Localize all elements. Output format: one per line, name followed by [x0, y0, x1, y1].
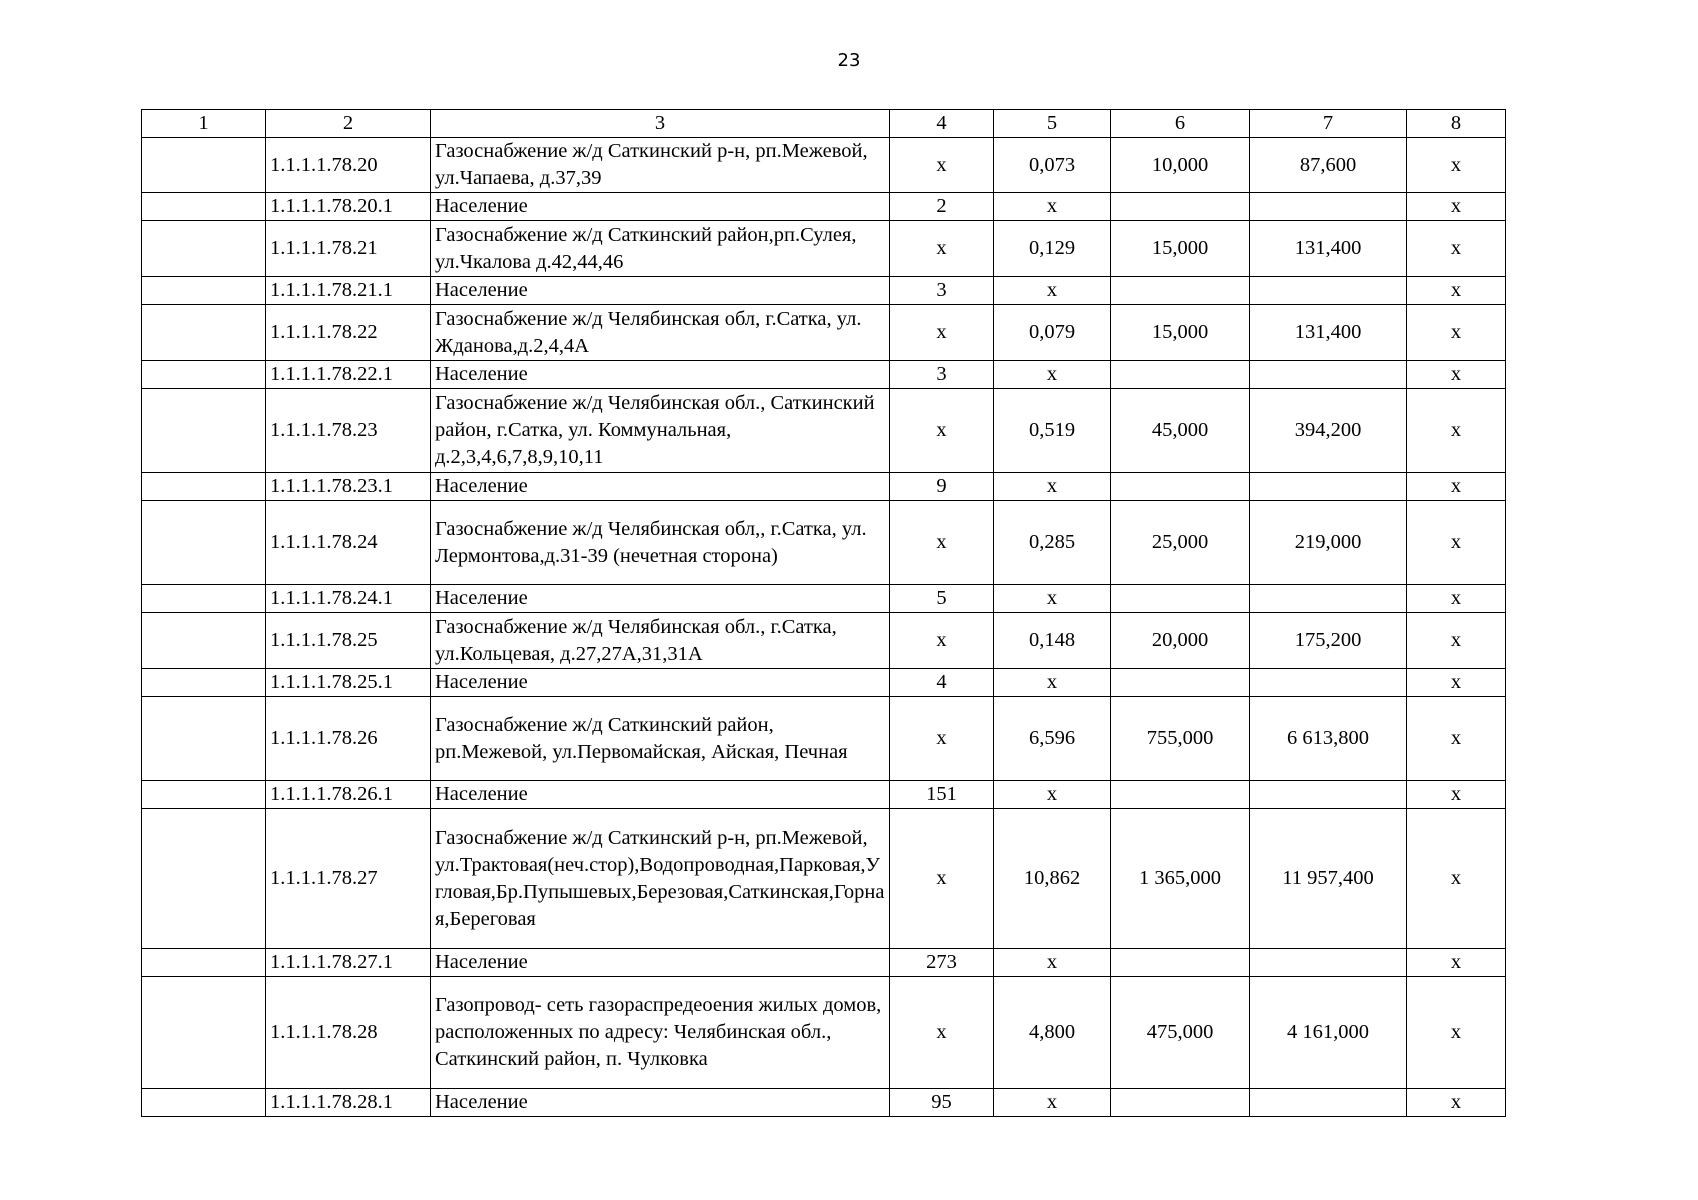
table-cell: 9: [890, 473, 994, 501]
table-cell: 1.1.1.1.78.23.1: [266, 473, 431, 501]
table-cell: 1.1.1.1.78.24.1: [266, 585, 431, 613]
table-row: [142, 389, 1506, 473]
table-cell: 1.1.1.1.78.25: [266, 613, 431, 669]
table-cell: [1250, 193, 1407, 221]
table-cell: [142, 781, 266, 809]
table-cell: 15,000: [1111, 221, 1250, 277]
table-cell: х: [994, 585, 1111, 613]
table-cell: [142, 1089, 266, 1117]
table-cell: х: [890, 697, 994, 781]
table-cell: [142, 193, 266, 221]
table-cell: 0,519: [994, 389, 1111, 473]
table-cell: [142, 389, 266, 473]
table-cell: 131,400: [1250, 221, 1407, 277]
table-cell: х: [1407, 1089, 1506, 1117]
table-cell: 95: [890, 1089, 994, 1117]
table-cell: 6,596: [994, 697, 1111, 781]
table-cell: [1250, 781, 1407, 809]
table-cell: Газоснабжение ж/д Саткинский район,рп.Сулея, ул.Чкалова д.42,44,46: [431, 221, 890, 277]
table-cell: 0,073: [994, 138, 1111, 193]
table-cell: 755,000: [1111, 697, 1250, 781]
table-cell: 4: [890, 669, 994, 697]
table-row: [142, 977, 1506, 1089]
page-number: 23: [837, 50, 861, 71]
table-cell: [142, 305, 266, 361]
column-header: 8: [1407, 110, 1506, 138]
table-row: [142, 221, 1506, 277]
table-cell: [1250, 277, 1407, 305]
table-cell: Газоснабжение ж/д Саткинский район, рп.Межевой, ул.Первомайская, Айская, Печная: [431, 697, 890, 781]
table-cell: 20,000: [1111, 613, 1250, 669]
table-cell: [142, 277, 266, 305]
table-cell: [1250, 949, 1407, 977]
table-cell: [1250, 1089, 1407, 1117]
table-cell: [142, 138, 266, 193]
table-row: [142, 1089, 1506, 1117]
column-header: 6: [1111, 110, 1250, 138]
column-header: 5: [994, 110, 1111, 138]
column-header: 2: [266, 110, 431, 138]
table-cell: 0,079: [994, 305, 1111, 361]
table-cell: х: [890, 809, 994, 949]
table-cell: 25,000: [1111, 501, 1250, 585]
table-cell: Население: [431, 193, 890, 221]
table-cell: [1111, 949, 1250, 977]
table-cell: х: [890, 138, 994, 193]
table-cell: [142, 697, 266, 781]
table-cell: 0,285: [994, 501, 1111, 585]
table-cell: [1111, 473, 1250, 501]
table-cell: 131,400: [1250, 305, 1407, 361]
table-row: [142, 193, 1506, 221]
table-cell: [142, 809, 266, 949]
table-cell: х: [1407, 809, 1506, 949]
table-cell: [142, 977, 266, 1089]
table-cell: 1.1.1.1.78.28.1: [266, 1089, 431, 1117]
table-cell: х: [994, 669, 1111, 697]
table-cell: 10,862: [994, 809, 1111, 949]
table-cell: 11 957,400: [1250, 809, 1407, 949]
table-cell: х: [890, 389, 994, 473]
table-cell: Население: [431, 277, 890, 305]
table-cell: [142, 361, 266, 389]
table-cell: Население: [431, 781, 890, 809]
table-row: [142, 305, 1506, 361]
table-cell: [1250, 669, 1407, 697]
table-cell: х: [1407, 613, 1506, 669]
table-cell: х: [994, 193, 1111, 221]
table-cell: 4,800: [994, 977, 1111, 1089]
table-cell: Население: [431, 1089, 890, 1117]
table-cell: х: [1407, 389, 1506, 473]
table-cell: 1 365,000: [1111, 809, 1250, 949]
table-cell: 1.1.1.1.78.22.1: [266, 361, 431, 389]
table-cell: 1.1.1.1.78.21.1: [266, 277, 431, 305]
table-cell: [142, 585, 266, 613]
table-row: [142, 277, 1506, 305]
table-row: [142, 138, 1506, 193]
table-cell: Население: [431, 361, 890, 389]
table-cell: 87,600: [1250, 138, 1407, 193]
table-cell: [1111, 277, 1250, 305]
table-cell: 5: [890, 585, 994, 613]
table-cell: 1.1.1.1.78.22: [266, 305, 431, 361]
table-cell: 1.1.1.1.78.25.1: [266, 669, 431, 697]
column-header: 4: [890, 110, 994, 138]
table-cell: х: [1407, 501, 1506, 585]
table-cell: Население: [431, 473, 890, 501]
table-cell: [1111, 669, 1250, 697]
table-cell: 475,000: [1111, 977, 1250, 1089]
table-cell: 3: [890, 361, 994, 389]
table-cell: Газоснабжение ж/д Челябинская обл., г.Сатка, ул.Кольцевая, д.27,27А,31,31А: [431, 613, 890, 669]
table-cell: 0,129: [994, 221, 1111, 277]
table-cell: [1111, 781, 1250, 809]
table-cell: 1.1.1.1.78.23: [266, 389, 431, 473]
table-cell: х: [890, 977, 994, 1089]
table-cell: 10,000: [1111, 138, 1250, 193]
table-cell: х: [994, 361, 1111, 389]
table-cell: [142, 473, 266, 501]
table-cell: 394,200: [1250, 389, 1407, 473]
table-cell: 1.1.1.1.78.26: [266, 697, 431, 781]
table-cell: х: [1407, 473, 1506, 501]
column-header: 1: [142, 110, 266, 138]
table-cell: [1250, 585, 1407, 613]
table-cell: х: [1407, 138, 1506, 193]
table-cell: х: [1407, 977, 1506, 1089]
table-cell: х: [890, 501, 994, 585]
table-cell: 1.1.1.1.78.26.1: [266, 781, 431, 809]
data-table: [141, 109, 1506, 1117]
table-cell: Население: [431, 949, 890, 977]
table-cell: 15,000: [1111, 305, 1250, 361]
table-cell: х: [1407, 669, 1506, 697]
table-cell: Газоснабжение ж/д Саткинский р-н, рп.Межевой, ул.Чапаева, д.37,39: [431, 138, 890, 193]
table-cell: [142, 669, 266, 697]
table-cell: 151: [890, 781, 994, 809]
table-cell: х: [1407, 697, 1506, 781]
table-row: [142, 473, 1506, 501]
table-cell: Газоснабжение ж/д Челябинская обл, г.Сатка, ул. Жданова,д.2,4,4А: [431, 305, 890, 361]
table-cell: [1111, 1089, 1250, 1117]
table-row: [142, 669, 1506, 697]
table-row: [142, 697, 1506, 781]
table-cell: Газопровод- сеть газораспредеоения жилых домов, расположенных по адресу: Челябинская обл., Саткинский район, п. Чулковка: [431, 977, 890, 1089]
table-cell: [1250, 361, 1407, 389]
table-cell: х: [1407, 305, 1506, 361]
table-cell: Население: [431, 585, 890, 613]
table-cell: 175,200: [1250, 613, 1407, 669]
column-header: 3: [431, 110, 890, 138]
table-cell: [142, 221, 266, 277]
table-cell: 1.1.1.1.78.21: [266, 221, 431, 277]
table-cell: х: [1407, 277, 1506, 305]
table-cell: 1.1.1.1.78.27.1: [266, 949, 431, 977]
table-cell: х: [890, 221, 994, 277]
table-cell: 6 613,800: [1250, 697, 1407, 781]
table-cell: х: [1407, 221, 1506, 277]
table-row: [142, 361, 1506, 389]
table-cell: 45,000: [1111, 389, 1250, 473]
table-row: [142, 949, 1506, 977]
header-row: [142, 110, 1506, 138]
table-row: [142, 585, 1506, 613]
table-cell: 1.1.1.1.78.20: [266, 138, 431, 193]
table-cell: х: [1407, 585, 1506, 613]
table-cell: [142, 949, 266, 977]
table-cell: х: [1407, 193, 1506, 221]
table-cell: х: [1407, 949, 1506, 977]
table-cell: х: [994, 781, 1111, 809]
table-cell: х: [994, 473, 1111, 501]
table-cell: 3: [890, 277, 994, 305]
table-cell: [142, 501, 266, 585]
table-cell: [1111, 193, 1250, 221]
table-cell: 219,000: [1250, 501, 1407, 585]
table-cell: х: [1407, 781, 1506, 809]
table-cell: Газоснабжение ж/д Челябинская обл., Саткинский район, г.Сатка, ул. Коммунальная, д.2,3,4,6,7,8,9,10,11: [431, 389, 890, 473]
table-cell: х: [994, 949, 1111, 977]
table-cell: Население: [431, 669, 890, 697]
table-cell: 0,148: [994, 613, 1111, 669]
table-row: [142, 501, 1506, 585]
table-cell: х: [890, 305, 994, 361]
table-cell: 1.1.1.1.78.27: [266, 809, 431, 949]
table-cell: [142, 613, 266, 669]
table-cell: х: [994, 277, 1111, 305]
table-cell: х: [1407, 361, 1506, 389]
table-cell: 2: [890, 193, 994, 221]
table-cell: 4 161,000: [1250, 977, 1407, 1089]
table-cell: Газоснабжение ж/д Саткинский р-н, рп.Межевой, ул.Трактовая(неч.стор),Водопроводная,Парковая,Угловая,Бр.Пупышевых,Березовая,Саткинская,Горная,Береговая: [431, 809, 890, 949]
table-row: [142, 613, 1506, 669]
table-row: [142, 809, 1506, 949]
column-header: 7: [1250, 110, 1407, 138]
table-cell: [1111, 585, 1250, 613]
table-cell: [1250, 473, 1407, 501]
table-cell: х: [994, 1089, 1111, 1117]
table-cell: Газоснабжение ж/д Челябинская обл,, г.Сатка, ул. Лермонтова,д.31-39 (нечетная сторона): [431, 501, 890, 585]
table-cell: 1.1.1.1.78.28: [266, 977, 431, 1089]
table-cell: 1.1.1.1.78.24: [266, 501, 431, 585]
table-row: [142, 781, 1506, 809]
table-cell: 1.1.1.1.78.20.1: [266, 193, 431, 221]
table-cell: 273: [890, 949, 994, 977]
table-cell: [1111, 361, 1250, 389]
table-cell: х: [890, 613, 994, 669]
